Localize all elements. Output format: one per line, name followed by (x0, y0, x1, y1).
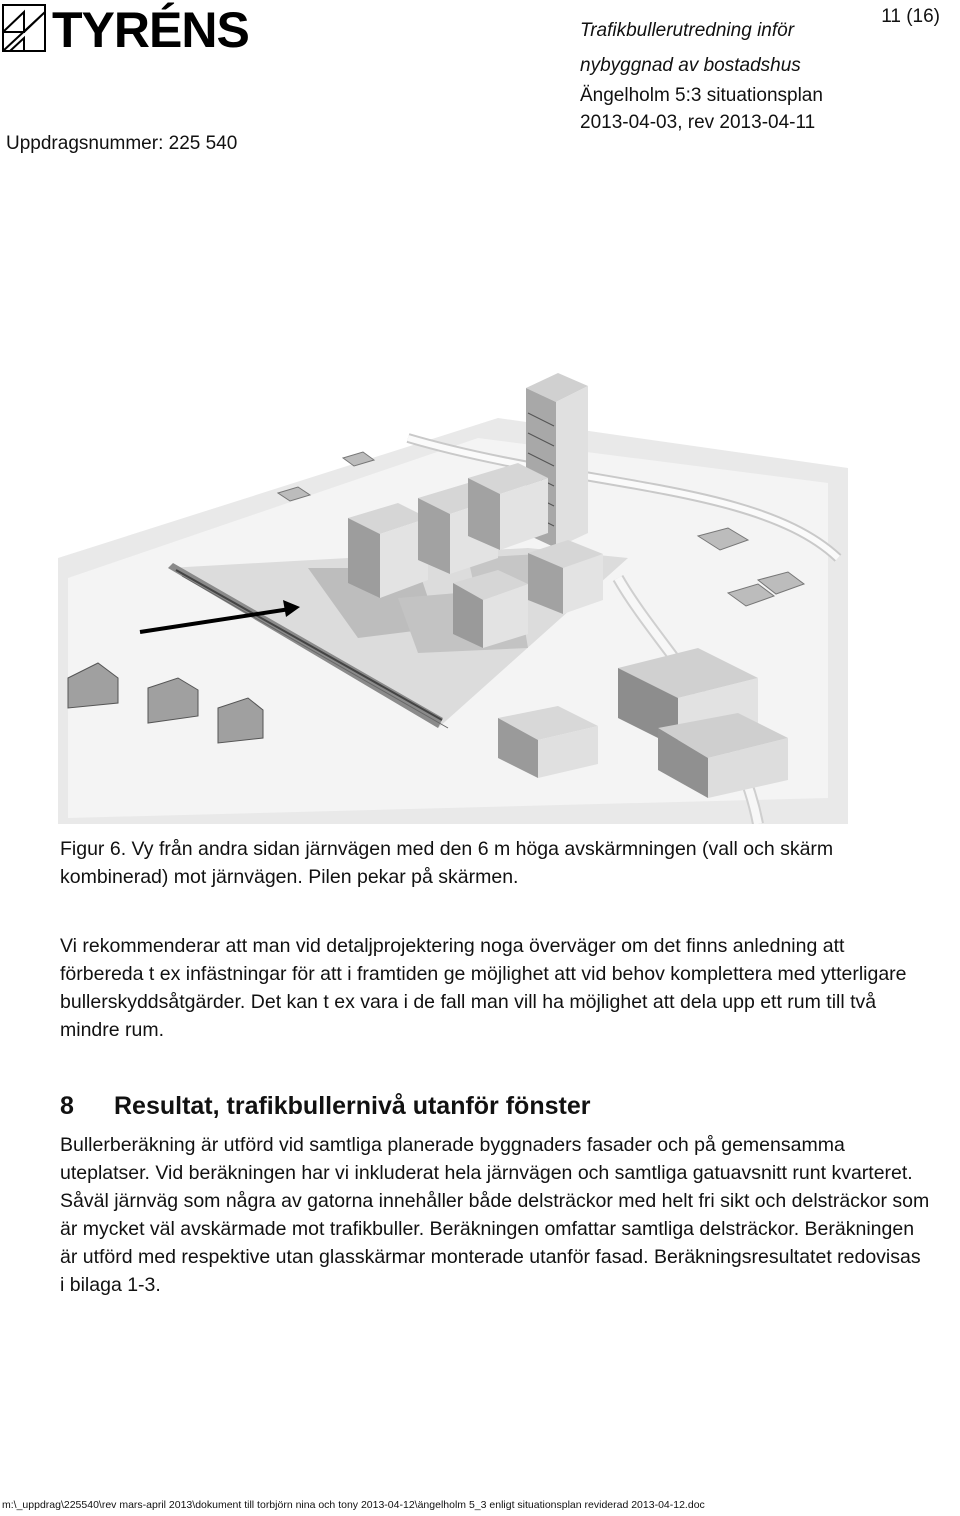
figure-caption: Figur 6. Vy från andra sidan järnvägen med den 6 m höga avskärmningen (vall och skärm kombinerad) mot järnvägen. Pilen pekar på skärmen. (60, 838, 834, 888)
section-heading (60, 1088, 590, 1124)
document-title-line-1: Trafikbullerutredning inför (580, 20, 795, 41)
footer-file-path: m:\_uppdrag\225540\rev mars-april 2013\dokument till torbjörn nina och tony 2013-04-12\ängelholm 5_3 enligt situationsplan reviderad 2013-04-12.doc (2, 1499, 705, 1511)
assignment-number: Uppdragsnummer: 225 540 (6, 133, 238, 154)
logo-wordmark: TYRÉNS (52, 2, 249, 58)
paragraph-recommendation: Vi rekommenderar att man vid detaljprojektering noga överväger om det finns anledning att förbereda t ex infästningar för att i framtiden ge möjlighet att vid behov komplettera med ytterligare bullerskyddsåtgärder. Det kan t ex vara i de fall man vill ha möjlighet att dela upp ett rum till två mindre rum. (60, 935, 907, 1041)
revision-date: 2013-04-03, rev 2013-04-11 (580, 112, 816, 133)
tyrens-logo-icon (2, 4, 46, 52)
aerial-view-figure (58, 318, 848, 824)
paragraph-results: Bullerberäkning är utförd vid samtliga planerade byggnaders fasader och på gemensamma uteplatser. Vid beräkningen har vi inkluderat hela järnvägen och samtliga gatuavsnitt runt kvarteret. Såväl järnväg som några av gatorna innehåller både delsträckor med helt fri sikt och delsträckor som är mycket väl avskärmade mot trafikbuller. Beräkningen omfattar samtliga delsträckor. Beräkningen är utförd med respektive utan glasskärmar monterade utanför fasad. Beräkningsresultatet redovisas i bilaga 1-3. (60, 1134, 930, 1296)
section-title: Resultat, trafikbullernivå utanför fönster (114, 1092, 591, 1120)
document-title-line-2: nybyggnad av bostadshus (580, 55, 801, 76)
document-title (580, 16, 801, 81)
section-number: 8 (60, 1092, 74, 1120)
project-name: Ängelholm 5:3 situationsplan (580, 85, 823, 106)
page-number: 11 (16) (881, 6, 940, 27)
document-subtitle (580, 82, 823, 136)
